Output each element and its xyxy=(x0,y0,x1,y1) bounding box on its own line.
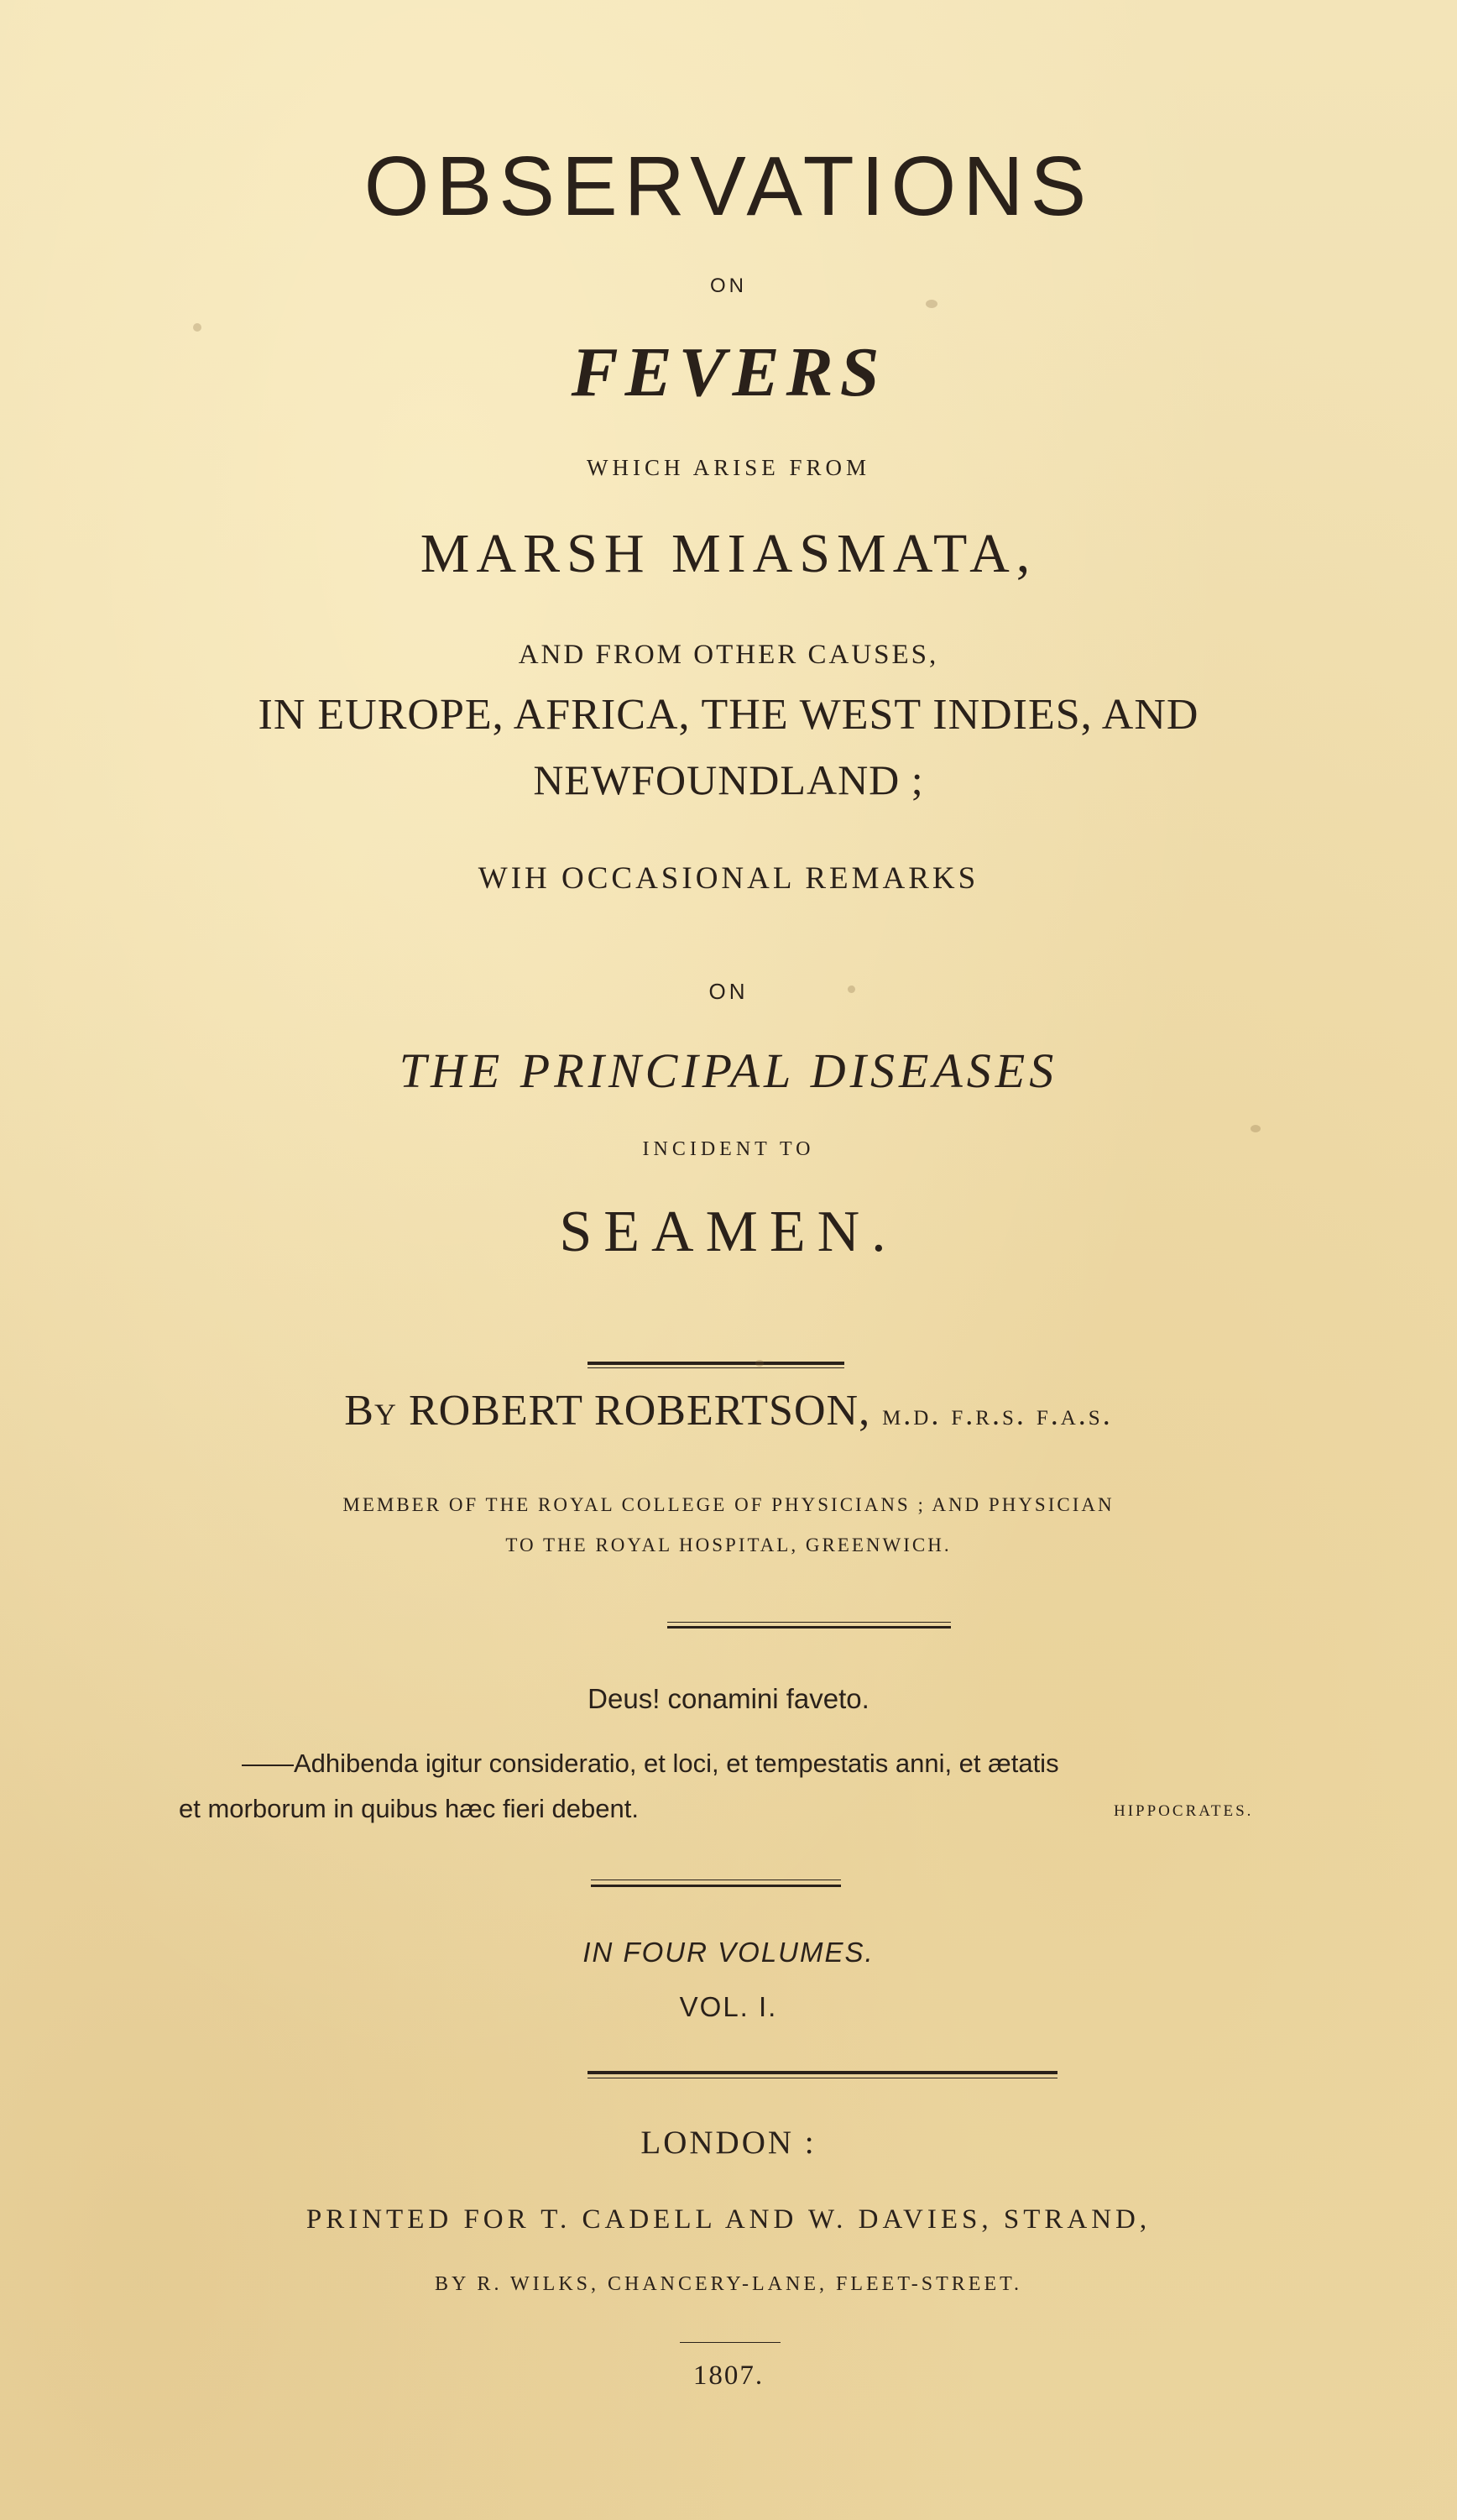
imprint-printed-for: PRINTED FOR T. CADELL AND W. DAVIES, STRAND, xyxy=(306,2204,1152,2235)
volume-number: VOL. I. xyxy=(679,1991,778,2022)
rule-1-thin xyxy=(588,1367,844,1368)
foxing-spot xyxy=(1251,1125,1261,1132)
foxing-spot xyxy=(926,300,937,308)
affiliation-line-2: TO THE ROYAL HOSPITAL, GREENWICH. xyxy=(505,1534,952,1555)
subject-fevers: FEVERS xyxy=(571,333,886,411)
rule-4-top xyxy=(588,2071,1058,2074)
epigraph-line-1: Deus! conamini faveto. xyxy=(588,1683,870,1714)
rule-2-top xyxy=(667,1622,951,1623)
author-degrees: m.d. f.r.s. f.a.s. xyxy=(882,1398,1113,1431)
other-causes: AND FROM OTHER CAUSES, xyxy=(518,640,939,670)
rule-2-bottom xyxy=(667,1626,951,1629)
affiliation-line-1: MEMBER OF THE ROYAL COLLEGE OF PHYSICIANS ; AND PHYSICIAN xyxy=(342,1494,1115,1515)
epigraph-line-3: et morborum in quibus hæc fieri debent. xyxy=(179,1794,639,1823)
title-on-1: ON xyxy=(710,274,747,297)
title-on-2: ON xyxy=(708,979,749,1004)
imprint-year: 1807. xyxy=(692,2361,765,2391)
which-arise-from: WHICH ARISE FROM xyxy=(586,455,871,480)
volume-count: IN FOUR VOLUMES. xyxy=(582,1937,875,1968)
incident-to: INCIDENT TO xyxy=(642,1138,815,1160)
occasional-remarks: WIH OCCASIONAL REMARKS xyxy=(478,861,979,896)
regions-line-2: NEWFOUNDLAND ; xyxy=(533,756,924,803)
imprint-city: LONDON : xyxy=(640,2125,817,2161)
epigraph-attribution: HIPPOCRATES. xyxy=(1114,1802,1254,1820)
foxing-spot xyxy=(193,323,201,332)
author-by: By xyxy=(344,1387,397,1435)
seamen: SEAMEN. xyxy=(559,1200,898,1264)
imprint-printer: BY R. WILKS, CHANCERY-LANE, FLEET-STREET. xyxy=(434,2273,1022,2295)
author-name: ROBERT ROBERTSON, xyxy=(408,1387,871,1435)
foxing-spot xyxy=(755,1360,764,1367)
principal-diseases: THE PRINCIPAL DISEASES xyxy=(399,1043,1058,1098)
author-line xyxy=(0,1386,1457,1435)
book-title: OBSERVATIONS xyxy=(363,139,1094,233)
marsh-miasmata: MARSH MIASMATA, xyxy=(420,523,1037,584)
regions-line-1: IN EUROPE, AFRICA, THE WEST INDIES, AND xyxy=(258,691,1199,739)
rule-1-thick xyxy=(588,1362,844,1365)
rule-5 xyxy=(680,2342,781,2343)
rule-3-bottom xyxy=(591,1885,841,1887)
epigraph-line-2: ——Adhibenda igitur consideratio, et loci, et tempestatis anni, et ætatis xyxy=(242,1749,1059,1778)
foxing-spot xyxy=(848,986,855,993)
